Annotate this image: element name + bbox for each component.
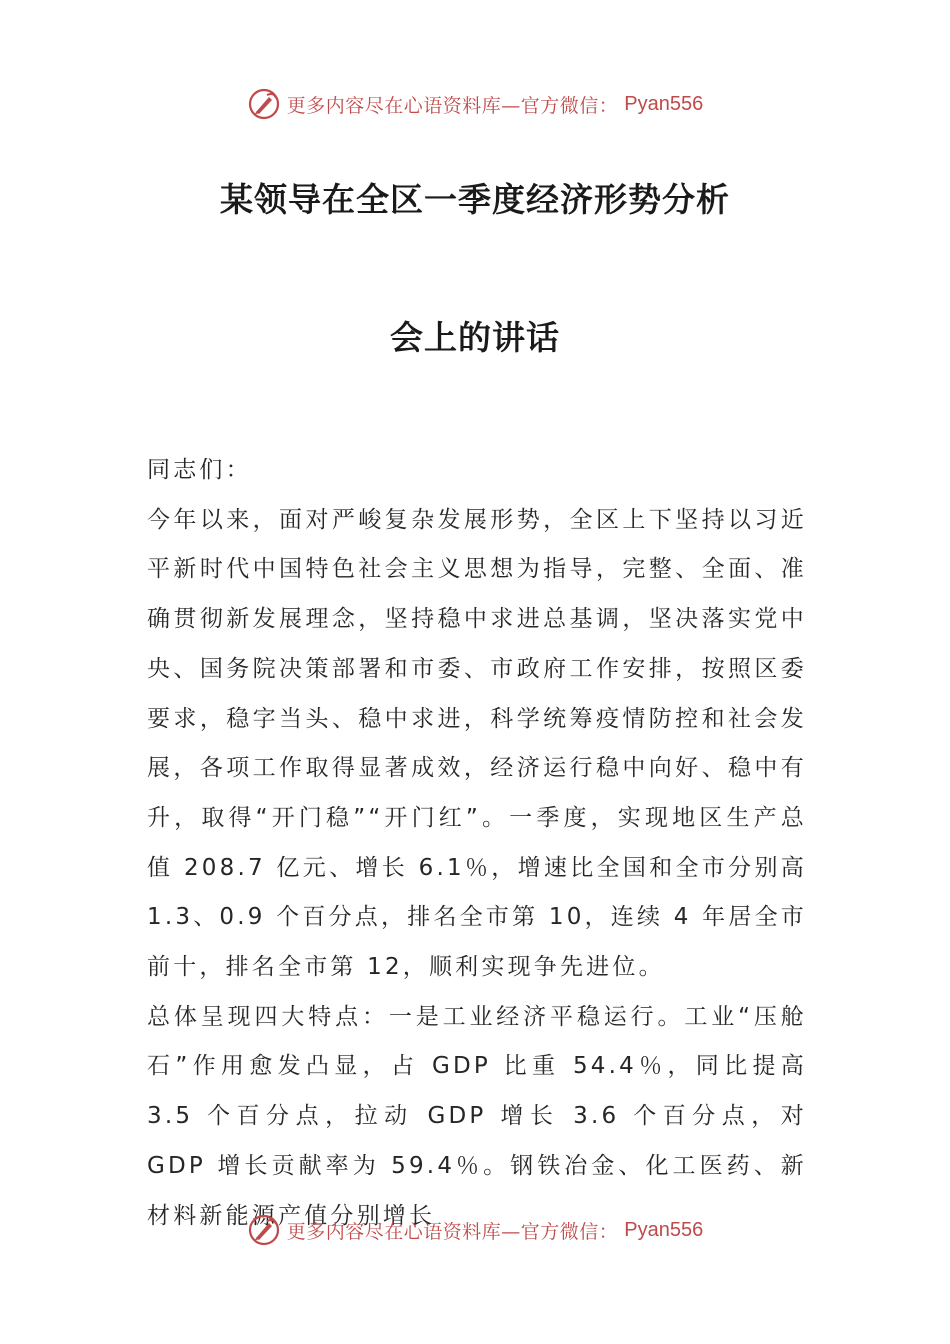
watermark-header (0, 82, 950, 126)
pen-logo-icon (247, 1213, 281, 1247)
document-title-line-2: 会上的讲话 (390, 318, 560, 357)
document-title-line-1: 某领导在全区一季度经济形势分析 (220, 180, 730, 219)
document-body (147, 446, 807, 1241)
watermark-text: 更多内容尽在心语资料库—官方微信： (286, 94, 619, 117)
pen-logo-icon (247, 87, 281, 121)
watermark-handle: Pyan556 (624, 92, 704, 115)
watermark-text: 更多内容尽在心语资料库—官方微信： (286, 1220, 619, 1243)
watermark-handle: Pyan556 (624, 1218, 704, 1241)
salutation: 同志们： (147, 457, 252, 483)
paragraph-2: 总体呈现四大特点：一是工业经济平稳运行。工业“压舱石”作用愈发凸显，占 GDP 比重 54.4％，同比提高 3.5 个百分点，拉动 GDP 增长 3.6 个百分点，对 GDP 增长贡献率为 59.4％。钢铁冶金、化工医药、新材料新能源产值分别增长 (147, 1003, 807, 1229)
paragraph-1: 今年以来，面对严峻复杂发展形势，全区上下坚持以习近平新时代中国特色社会主义思想为指导，完整、全面、准确贯彻新发展理念，坚持稳中求进总基调，坚决落实党中央、国务院决策部署和市委、市政府工作安排，按照区委要求，稳字当头、稳中求进，科学统筹疫情防控和社会发展，各项工作取得显著成效，经济运行稳中向好、稳中有升，取得“开门稳”“开门红”。一季度，实现地区生产总值 208.7 亿元、增长 6.1％，增速比全国和全市分别高 1.3、0.9 个百分点，排名全市第 10，连续 4 年居全市前十，排名全市第 12，顺利实现争先进位。 (147, 506, 807, 981)
watermark-footer (0, 1208, 950, 1252)
